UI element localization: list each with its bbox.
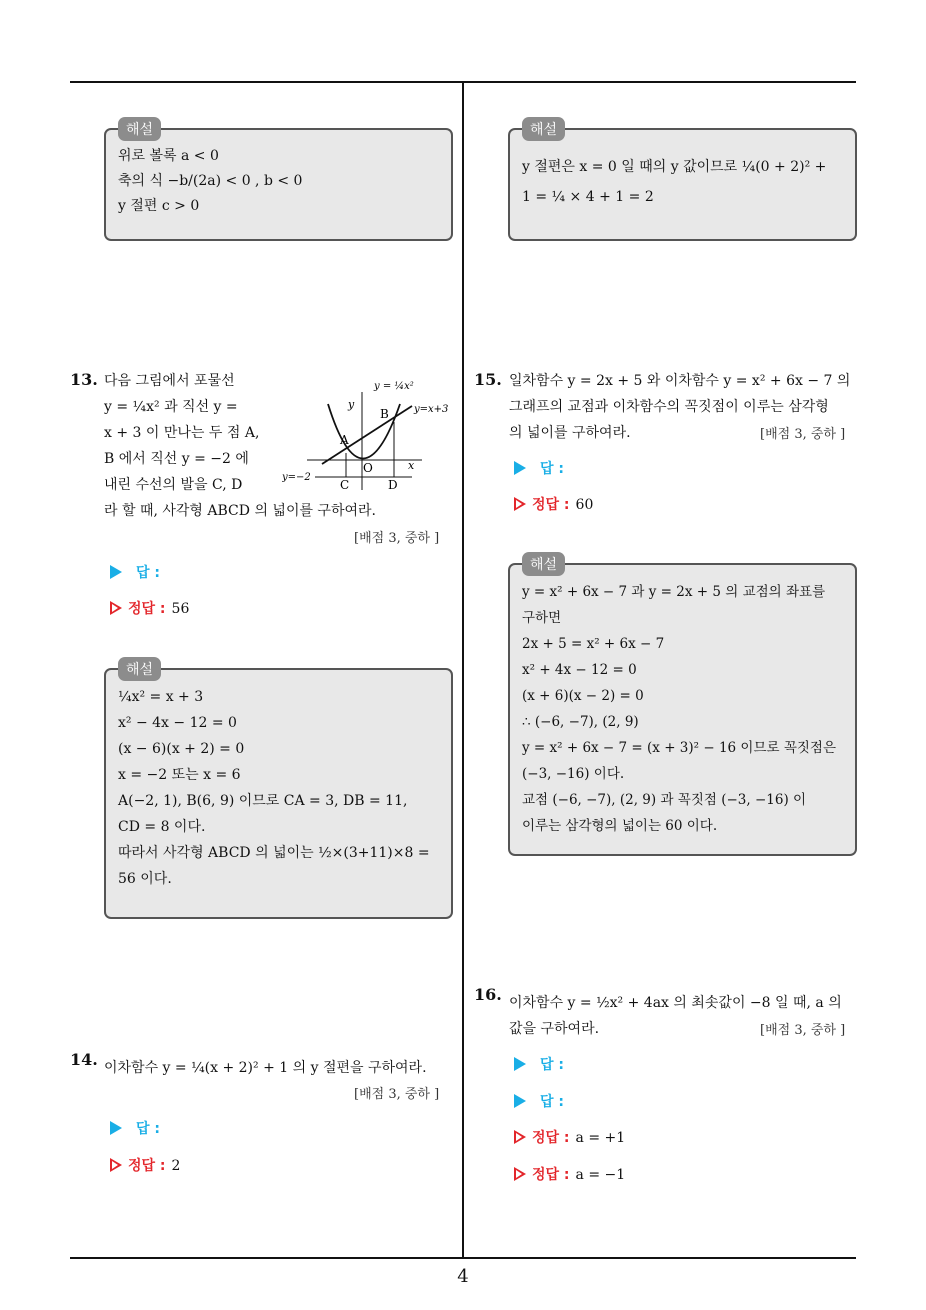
correct-answer-13 [110, 598, 189, 618]
solution-line: 이루는 삼각형의 넓이는 60 이다. [522, 818, 718, 834]
score-13: [배점 3, 중하 ] [354, 531, 440, 546]
parabola-line-figure [282, 376, 457, 494]
question-line: 일차함수 y = 2x + 5 와 이차함수 y = x² + 6x − 7 의 [509, 373, 851, 389]
solution-tag: 해설 [118, 117, 161, 141]
question-line: 이차함수 y = ½x² + 4ax 의 최솟값이 −8 일 때, a 의 [509, 995, 842, 1011]
label-C: C [340, 478, 350, 492]
question-line: 의 넓이를 구하여라. [509, 425, 631, 441]
solution-line: (x − 6)(x + 2) = 0 [118, 741, 245, 757]
solution-line: CD = 8 이다. [118, 819, 206, 835]
correct-value: 60 [575, 497, 594, 513]
arrow-icon [110, 565, 122, 579]
solution-line: (−3, −16) 이다. [522, 766, 625, 782]
solution-line: A(−2, 1), B(6, 9) 이므로 CA = 3, DB = 11, [118, 793, 408, 809]
parabola-curve [328, 404, 400, 459]
label-line: y=x+3 [414, 404, 449, 415]
correct-answer-16-2 [514, 1164, 625, 1184]
correct-label: 정답 : [532, 1130, 570, 1146]
question-line: B 에서 직선 y = −2 에 [104, 451, 249, 467]
solution-line: x² + 4x − 12 = 0 [522, 662, 637, 678]
answer-row-15[interactable] [514, 458, 564, 478]
solution-line: 2x + 5 = x² + 6x − 7 [522, 636, 665, 652]
answer-label: 답 : [136, 1121, 160, 1137]
label-x-axis: x [408, 459, 415, 472]
hollow-arrow-icon [514, 497, 526, 511]
question-line: 그래프의 교점과 이차함수의 꼭짓점이 이루는 삼각형 [509, 399, 829, 415]
solution-line: 위로 볼록 a < 0 [118, 148, 219, 164]
answer-row-13[interactable] [110, 562, 160, 582]
correct-label: 정답 : [532, 497, 570, 513]
question-14-text: 이차함수 y = ¼(x + 2)² + 1 의 y 절편을 구하여라. [104, 1060, 427, 1076]
correct-label: 정답 : [532, 1167, 570, 1183]
arrow-icon [514, 1094, 526, 1108]
solution-line: 구하면 [522, 610, 562, 626]
solution-line: 1 = ¼ × 4 + 1 = 2 [522, 189, 654, 205]
solution-line: x² − 4x − 12 = 0 [118, 715, 237, 731]
question-number-16: 16. [474, 985, 502, 1004]
label-A: A [340, 433, 349, 447]
answer-label: 답 : [136, 565, 160, 581]
solution-box-15 [508, 557, 857, 856]
solution-line: x = −2 또는 x = 6 [118, 767, 241, 783]
label-y-axis: y [348, 398, 355, 411]
solution-line: ¼x² = x + 3 [118, 689, 204, 705]
correct-value: 56 [171, 601, 190, 617]
correct-label: 정답 : [128, 1158, 166, 1174]
solution-line: 따라서 사각형 ABCD 의 넓이는 ½×(3+11)×8 = [118, 845, 430, 861]
solution-line: (x + 6)(x − 2) = 0 [522, 688, 644, 704]
label-hline: y=−2 [282, 472, 311, 483]
solution-tag: 해설 [118, 657, 161, 681]
correct-value: 2 [171, 1158, 181, 1174]
question-line: 라 할 때, 사각형 ABCD 의 넓이를 구하여라. [104, 503, 376, 519]
label-B: B [380, 407, 389, 421]
question-number-15: 15. [474, 370, 502, 389]
correct-answer-14 [110, 1155, 180, 1175]
score-15: [배점 3, 중하 ] [760, 427, 846, 442]
answer-row-16-2[interactable] [514, 1091, 564, 1111]
answer-label: 답 : [540, 461, 564, 477]
score-16: [배점 3, 중하 ] [760, 1023, 846, 1038]
correct-answer-16-1 [514, 1127, 625, 1147]
hollow-arrow-icon [514, 1167, 526, 1181]
question-line: 내린 수선의 발을 C, D [104, 477, 243, 493]
solution-line: y 절편은 x = 0 일 때의 y 값이므로 ¼(0 + 2)² + [522, 159, 827, 175]
solution-line: y 절편 c > 0 [118, 198, 200, 214]
arrow-icon [514, 461, 526, 475]
correct-value: a = −1 [575, 1167, 626, 1183]
solution-box-14 [508, 122, 857, 241]
question-number-13: 13. [70, 370, 98, 389]
solution-tag: 해설 [522, 117, 565, 141]
answer-row-16-1[interactable] [514, 1054, 564, 1074]
solution-box-13 [104, 662, 453, 919]
answer-label: 답 : [540, 1057, 564, 1073]
arrow-icon [514, 1057, 526, 1071]
question-number-14: 14. [70, 1050, 98, 1069]
solution-line: 교점 (−6, −7), (2, 9) 과 꼭짓점 (−3, −16) 이 [522, 792, 807, 808]
correct-label: 정답 : [128, 601, 166, 617]
score-14: [배점 3, 중하 ] [354, 1087, 440, 1102]
label-D: D [388, 478, 398, 492]
hollow-arrow-icon [514, 1130, 526, 1144]
answer-label: 답 : [540, 1094, 564, 1110]
question-line: x + 3 이 만나는 두 점 A, [104, 425, 260, 441]
question-line: 값을 구하여라. [509, 1021, 600, 1037]
label-parabola: y = ¼x² [374, 381, 414, 392]
solution-line: 축의 식 −b/(2a) < 0 , b < 0 [118, 173, 303, 189]
hollow-arrow-icon [110, 1158, 122, 1172]
solution-line: 56 이다. [118, 871, 172, 887]
solution-line: y = x² + 6x − 7 과 y = 2x + 5 의 교점의 좌표를 [522, 584, 826, 600]
solution-tag: 해설 [522, 552, 565, 576]
solution-box-12 [104, 122, 453, 241]
column-divider [462, 81, 464, 1259]
line-y-x-plus-3 [322, 406, 412, 464]
page-number: 4 [457, 1266, 469, 1287]
hollow-arrow-icon [110, 601, 122, 615]
bottom-rule [70, 1257, 856, 1259]
answer-row-14[interactable] [110, 1118, 160, 1138]
label-O: O [363, 461, 373, 475]
solution-line: ∴ (−6, −7), (2, 9) [522, 714, 639, 730]
question-line: 다음 그림에서 포물선 [104, 373, 235, 389]
question-line: y = ¼x² 과 직선 y = [104, 399, 238, 415]
arrow-icon [110, 1121, 122, 1135]
correct-value: a = +1 [575, 1130, 626, 1146]
correct-answer-15 [514, 494, 593, 514]
solution-line: y = x² + 6x − 7 = (x + 3)² − 16 이므로 꼭짓점은 [522, 740, 837, 756]
